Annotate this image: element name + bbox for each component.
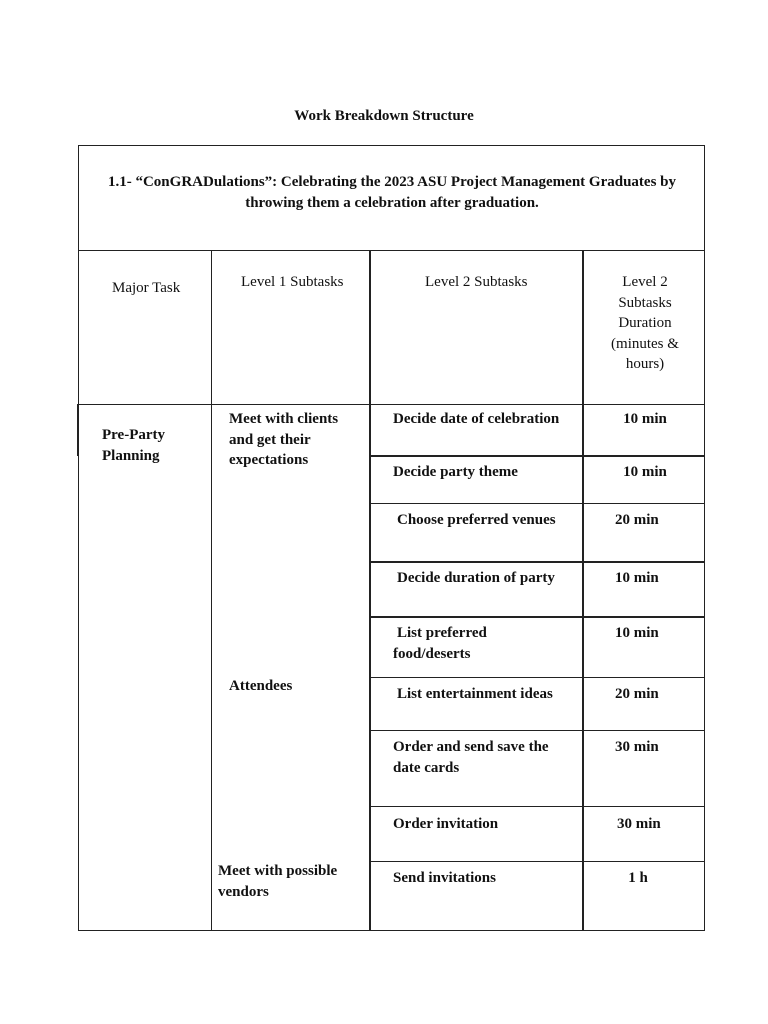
level2-task-line: List preferred [397,625,487,641]
level2-task [393,737,549,778]
duration-value: 1 h [628,870,648,886]
level2-task: Choose preferred venues [397,512,556,528]
header-level1: Level 1 Subtasks [241,274,344,290]
level1-meet-clients [229,409,338,471]
duration-value: 10 min [623,464,667,480]
duration-value: 10 min [615,625,659,641]
level1-attendees: Attendees [229,678,293,694]
level2-task: Order invitation [393,816,499,832]
major-task-line: Pre-Party [102,427,166,443]
project-line-1: 1.1- “ConGRADulations”: Celebrating the 2023 ASU Project Management Graduates by [107,174,677,190]
level1-line: expectations [229,452,309,468]
level2-task-line: date cards [393,759,460,776]
header-major-task: Major Task [112,280,181,296]
level2-task [393,623,487,664]
level2-task: Decide party theme [393,464,518,480]
header-duration-line: hours) [625,356,665,372]
project-line-2: throwing them a celebration after graduation. [245,194,539,211]
level2-task: Decide duration of party [397,570,555,586]
duration-value: 10 min [623,411,667,427]
level2-task: Send invitations [393,870,496,886]
duration-value: 30 min [615,739,659,755]
level2-task: List entertainment ideas [397,686,553,702]
duration-value: 30 min [617,816,661,832]
level1-line: Meet with clients [229,411,339,427]
level1-line: and get their [229,431,311,448]
header-duration-line: Level 2 [622,274,668,290]
level2-task: Decide date of celebration [393,411,560,427]
duration-value: 20 min [615,512,659,528]
level1-line: vendors [218,883,269,900]
duration-value: 10 min [615,570,659,586]
header-duration [584,272,706,375]
header-duration-line: Duration [618,315,672,331]
major-task-cell [102,425,165,466]
document-title: Work Breakdown Structure [294,108,474,124]
level2-task-line: Order and send save the [393,739,549,755]
level2-task-line: food/deserts [393,645,471,662]
duration-value: 20 min [615,686,659,702]
level1-vendors [218,861,337,902]
level1-line: Meet with possible [218,863,338,879]
header-duration-line: (minutes & [611,335,679,352]
major-task-line: Planning [102,447,160,464]
header-duration-line: Subtasks [618,294,672,311]
header-level2: Level 2 Subtasks [425,274,528,290]
project-description [80,172,704,213]
